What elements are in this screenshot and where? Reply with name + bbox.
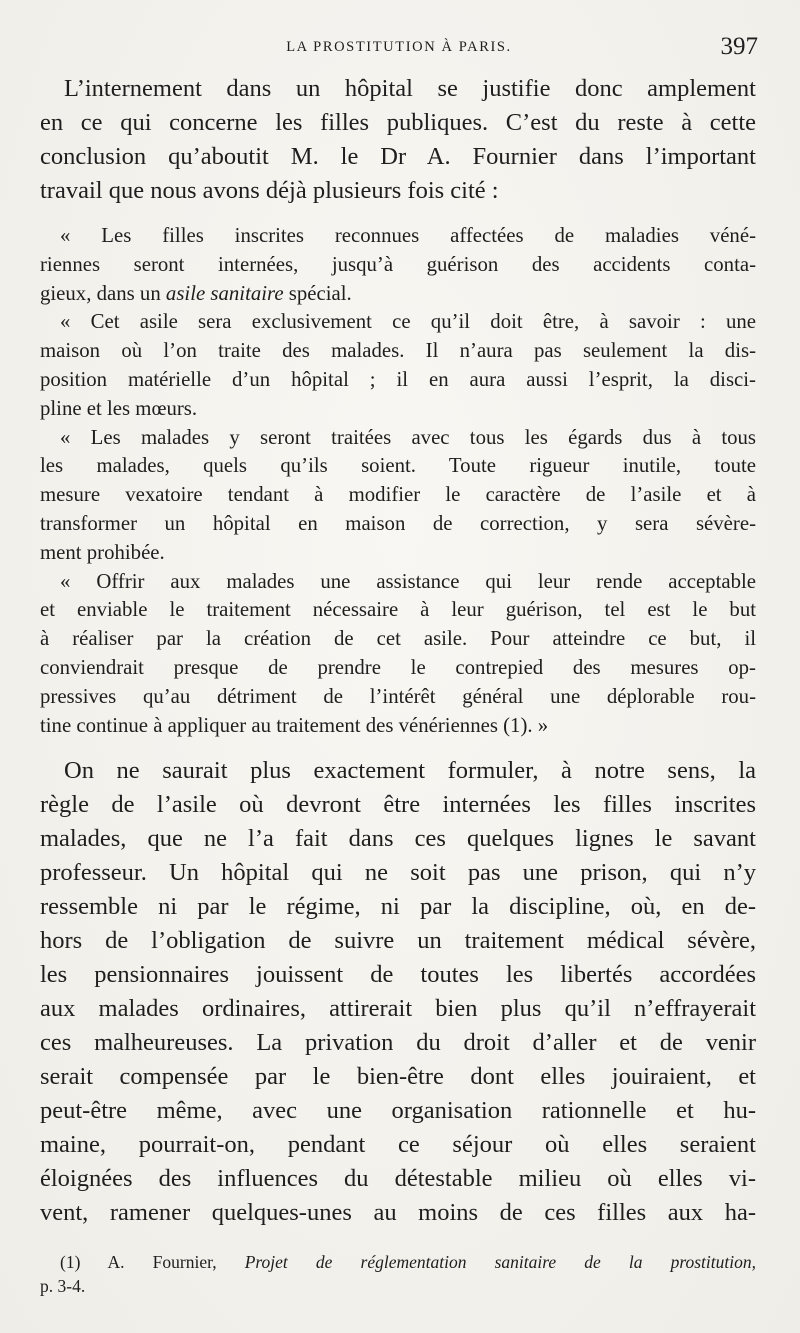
quote-line: mesure vexatoire tendant à modifier le caractère de l’asile et à xyxy=(40,483,756,507)
text-line: malades, que ne l’a fait dans ces quelques lignes le savant xyxy=(40,825,756,852)
footnote xyxy=(40,1250,756,1298)
paragraph-commentary xyxy=(40,754,756,1230)
text-line: hors de l’obligation de suivre un traitement médical sévère, xyxy=(40,927,756,954)
text-line: L’internement dans un hôpital se justifie donc amplement xyxy=(64,75,756,102)
text-line: en ce qui concerne les filles publiques. C’est du reste à cette xyxy=(40,109,756,136)
block-quote xyxy=(40,222,756,740)
text-line: travail que nous avons déjà plusieurs fois cité : xyxy=(40,177,499,204)
quote-line: riennes seront internées, jusqu’à guérison des accidents conta- xyxy=(40,252,756,276)
emphasized-text: asile sanitaire xyxy=(165,281,284,305)
running-head xyxy=(40,33,758,63)
text-line: On ne saurait plus exactement formuler, à notre sens, la xyxy=(64,757,756,784)
quote-line: position matérielle d’un hôpital ; il en aura aussi l’esprit, la disci- xyxy=(40,367,756,391)
quote-line xyxy=(40,280,756,309)
footnote-pages: p. 3-4. xyxy=(40,1276,86,1296)
quote-line: les malades, quels qu’ils soient. Toute rigueur inutile, toute xyxy=(40,454,756,478)
footnote-reference: (1) A. Fournier, xyxy=(60,1252,245,1272)
quote-line: « Offrir aux malades une assistance qui leur rende acceptable xyxy=(60,569,756,593)
quote-line: ment prohibée. xyxy=(40,540,165,564)
text-line: ces malheureuses. La privation du droit d’aller et de venir xyxy=(40,1029,756,1056)
running-title: LA PROSTITUTION À PARIS. xyxy=(286,39,512,55)
text-line: professeur. Un hôpital qui ne soit pas une prison, qui n’y xyxy=(40,859,756,886)
text-line: aux malades ordinaires, attirerait bien plus qu’il n’effrayerait xyxy=(40,995,756,1022)
quote-line: pressives qu’au détriment de l’intérêt général une déplorable rou- xyxy=(40,684,756,708)
quote-text: spécial. xyxy=(283,281,352,305)
text-line: peut-être même, avec une organisation rationnelle et hu- xyxy=(40,1097,756,1124)
quote-line: tine continue à appliquer au traitement des vénériennes (1). » xyxy=(40,713,549,737)
footnote-title: Projet de réglementation sanitaire de la prostitution, xyxy=(244,1252,756,1272)
quote-line: « Les malades y seront traitées avec tous les égards dus à tous xyxy=(60,425,756,449)
quote-text: gieux, dans un xyxy=(40,281,166,305)
quote-line: à réaliser par la création de cet asile. Pour atteindre ce but, il xyxy=(40,627,756,651)
quote-line: « Les filles inscrites reconnues affectées de maladies véné- xyxy=(60,224,756,247)
footnote-line xyxy=(40,1250,756,1274)
text-line: vent, ramener quelques-unes au moins de ces filles aux ha- xyxy=(40,1199,756,1226)
quote-line: conviendrait presque de prendre le contrepied des mesures op- xyxy=(40,655,756,679)
quote-line: pline et les mœurs. xyxy=(40,396,198,420)
page-number: 397 xyxy=(720,33,758,60)
quote-line: maison où l’on traite des malades. Il n’aura pas seulement la dis- xyxy=(40,339,756,363)
text-line: règle de l’asile où devront être internées les filles inscrites xyxy=(40,791,756,818)
text-line: maine, pourrait-on, pendant ce séjour où elles seraient xyxy=(40,1131,756,1158)
quote-line: « Cet asile sera exclusivement ce qu’il doit être, à savoir : une xyxy=(60,310,756,334)
quote-line: transformer un hôpital en maison de correction, y sera sévère- xyxy=(40,511,756,535)
text-line: éloignées des influences du détestable milieu où elles vi- xyxy=(40,1165,756,1192)
text-line: serait compensée par le bien-être dont elles jouiraient, et xyxy=(40,1063,756,1090)
text-line: conclusion qu’aboutit M. le Dr A. Fournier dans l’important xyxy=(40,143,756,170)
text-line: les pensionnaires jouissent de toutes les libertés accordées xyxy=(40,961,756,988)
text-line: ressemble ni par le régime, ni par la discipline, où, en de- xyxy=(40,893,756,920)
quote-line: et enviable le traitement nécessaire à leur guérison, tel est le but xyxy=(40,598,756,622)
paragraph-intro xyxy=(40,72,756,208)
